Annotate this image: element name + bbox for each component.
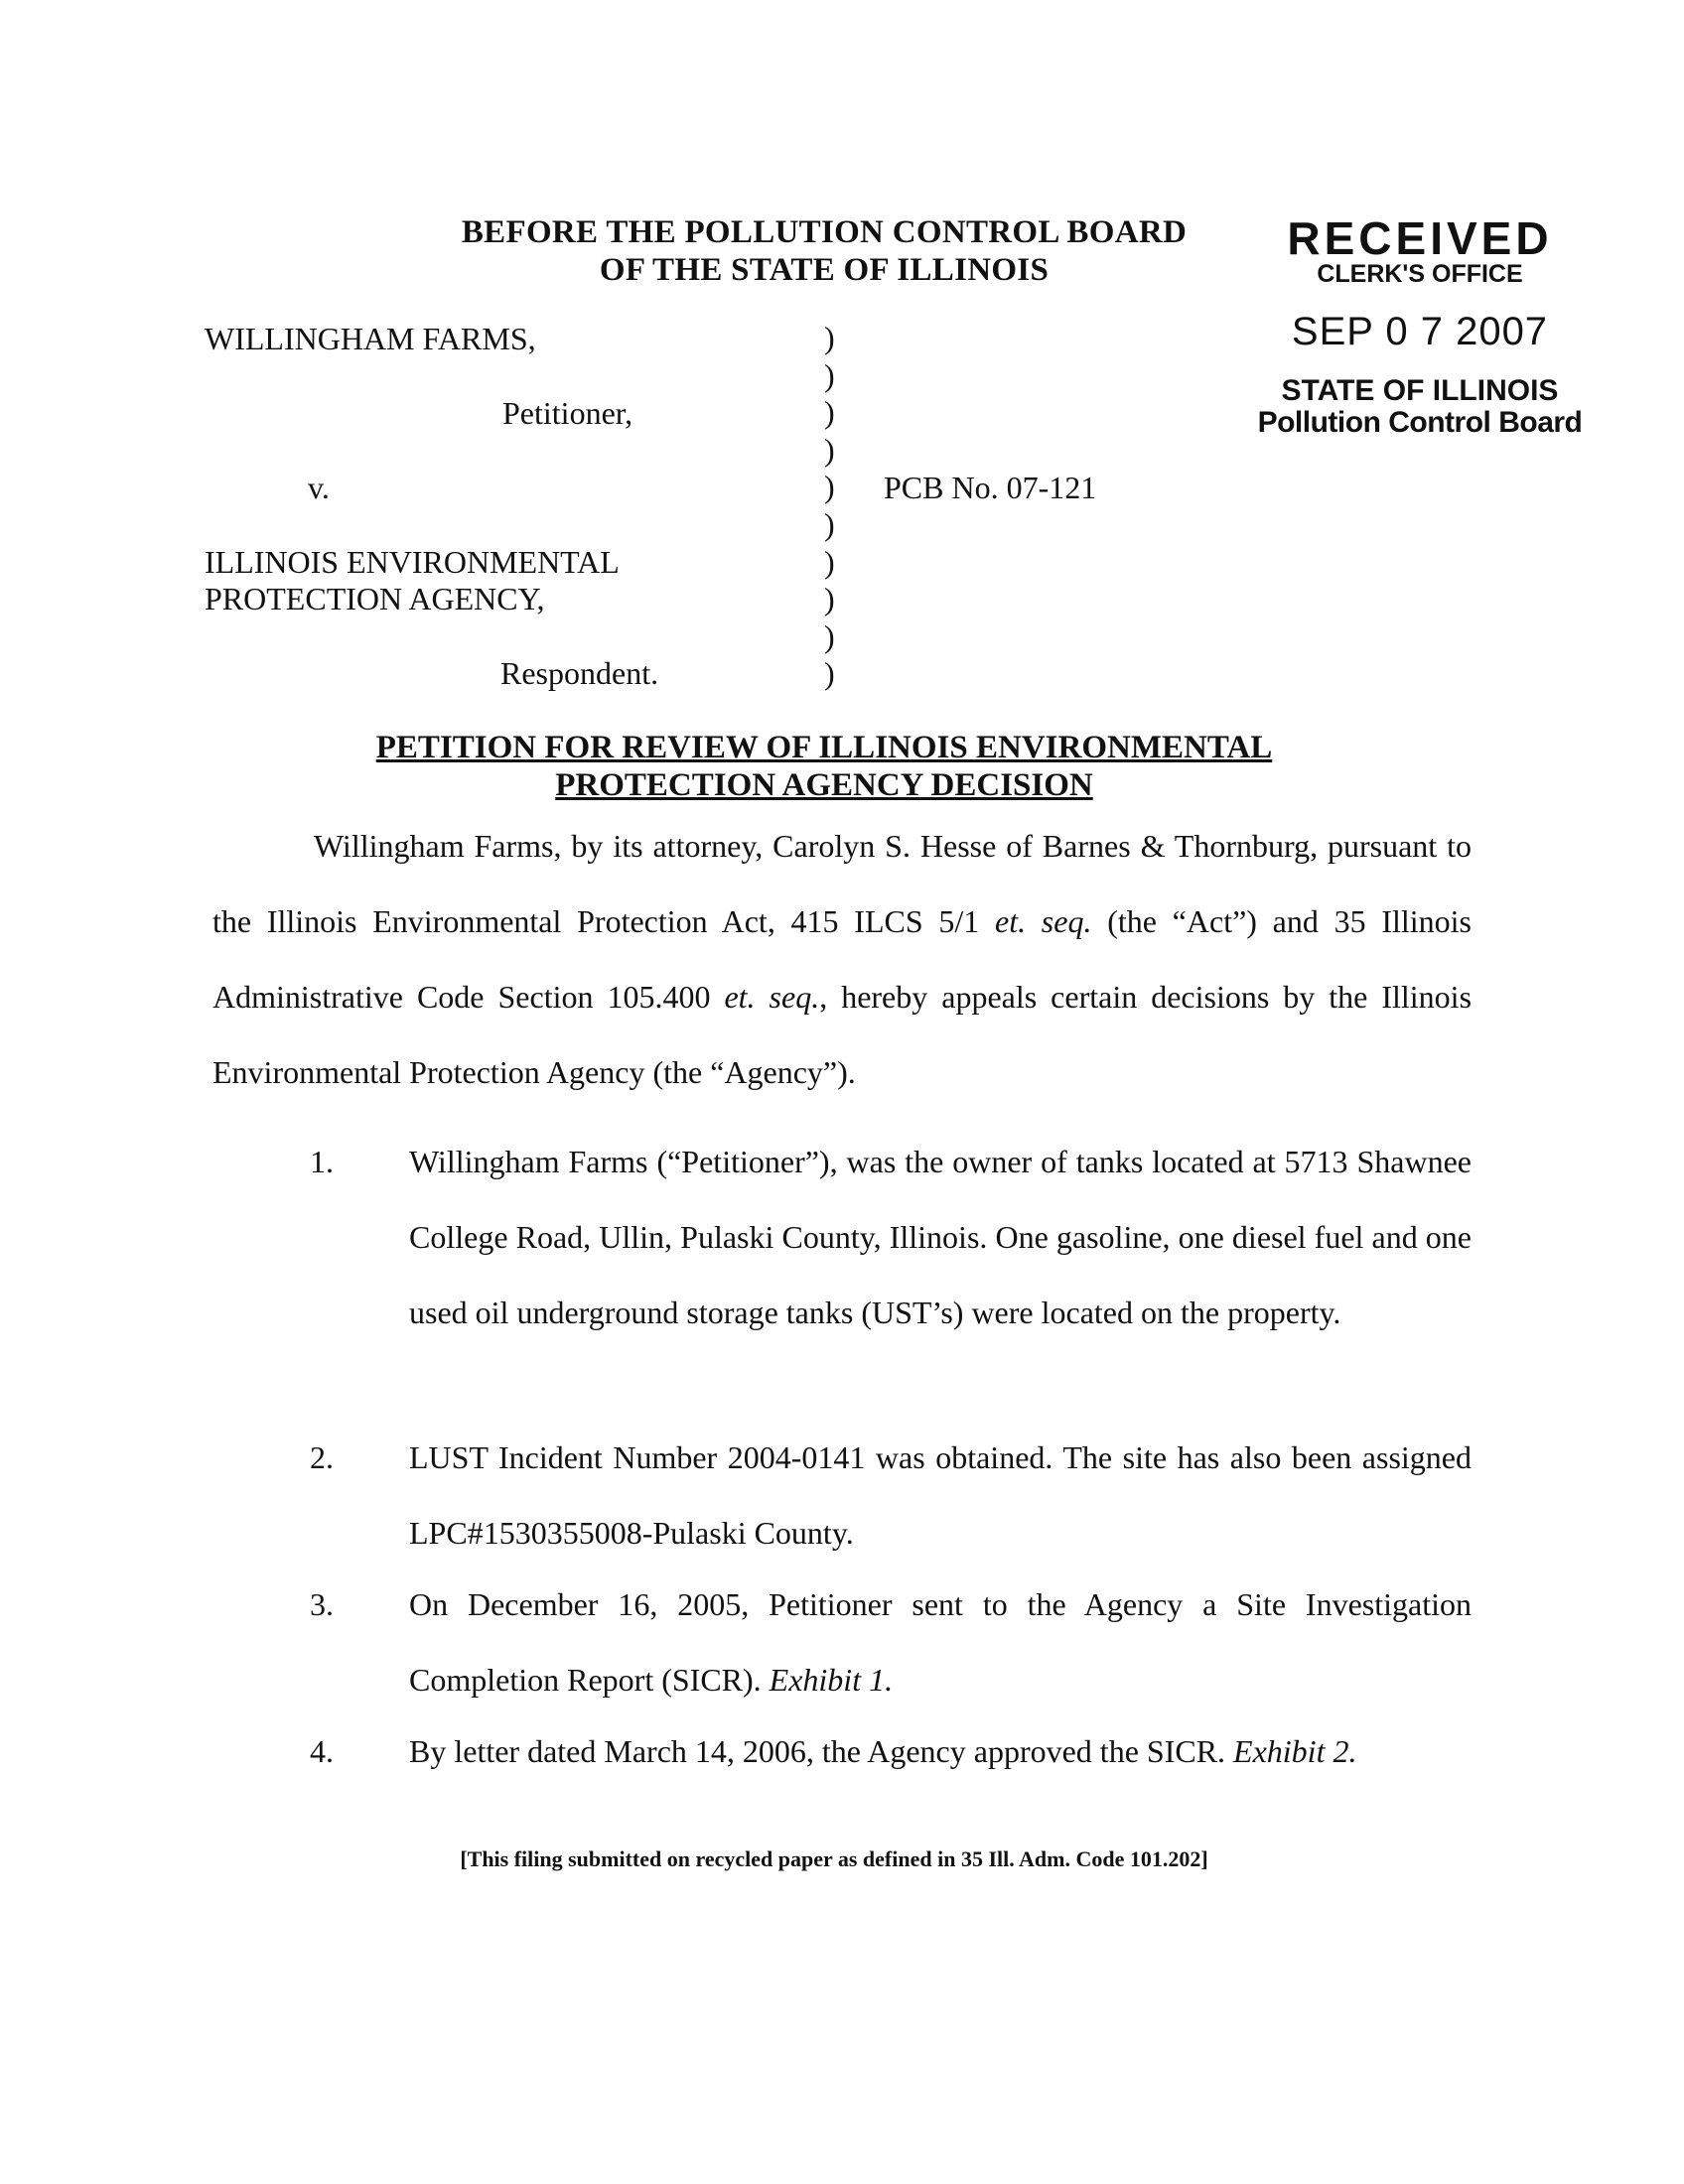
caption-paren: ) [824, 543, 835, 580]
intro-et-seq-1: et. seq. [994, 903, 1092, 939]
stamp-received: RECEIVED [1287, 212, 1553, 264]
caption-paren: ) [824, 505, 835, 542]
caption-paren: ) [824, 394, 835, 431]
intro-et-seq-2: et. seq. [724, 979, 820, 1015]
petition-heading [328, 729, 1321, 804]
caption-paren: ) [824, 581, 835, 617]
received-stamp [1231, 212, 1609, 439]
intro-text-part3: , hereby appeals certain decisions by the Illinois Environmental Protection Agency (the “Agency”). [212, 979, 1473, 1090]
stamp-clerk-office: CLERK'S OFFICE [1317, 260, 1523, 288]
caption-petitioner-name: WILLINGHAM FARMS, [205, 321, 536, 356]
caption-paren: ) [824, 356, 835, 393]
item-text: LUST Incident Number 2004-0141 was obtained. The site has also been assigned LPC#1530355008-Pulaski County. [409, 1439, 1472, 1551]
caption-parentheses [824, 320, 835, 693]
court-title-line2: OF THE STATE OF ILLINOIS [599, 252, 1050, 288]
caption-versus: v. [308, 470, 330, 505]
item-number: 3. [310, 1586, 334, 1622]
exhibit-reference: Exhibit 1. [769, 1662, 894, 1698]
exhibit-reference: Exhibit 2. [1233, 1733, 1357, 1769]
intro-paragraph [212, 808, 1472, 1110]
item-paragraph [409, 1713, 1472, 1789]
item-text: On December 16, 2005, Petitioner sent to the Agency a Site Investigation Completion Report (SICR). [409, 1586, 1472, 1698]
court-title [437, 213, 1211, 289]
petition-heading-line2: PROTECTION AGENCY DECISION [555, 767, 1093, 803]
stamp-board: Pollution Control Board [1257, 406, 1583, 439]
caption-petitioner-role: Petitioner, [502, 395, 633, 431]
caption-paren: ) [824, 469, 835, 505]
item-number: 1. [310, 1144, 334, 1179]
stamp-state: STATE OF ILLINOIS [1281, 374, 1559, 407]
caption-respondent-role: Respondent. [500, 655, 659, 691]
caption-respondent-line1: ILLINOIS ENVIRONMENTAL [205, 544, 620, 580]
item-number: 2. [310, 1439, 334, 1475]
caption-paren: ) [824, 655, 835, 692]
court-title-line1: BEFORE THE POLLUTION CONTROL BOARD [461, 214, 1188, 250]
recycled-paper-note: [This filing submitted on recycled paper as defined in 35 Ill. Adm. Code 101.202] [460, 1846, 1208, 1871]
item-text: Willingham Farms (“Petitioner”), was the owner of tanks located at 5713 Shawnee College Road, Ullin, Pulaski County, Illinois. One gasoline, one diesel fuel and one used oil underground storage tanks (UST’s) were located on the property. [409, 1144, 1472, 1330]
item-text: By letter dated March 14, 2006, the Agency approved the SICR. [409, 1733, 1234, 1769]
petition-heading-line1: PETITION FOR REVIEW OF ILLINOIS ENVIRONMENTAL [375, 730, 1273, 765]
item-number: 4. [310, 1733, 334, 1769]
intro-text-part1: Willingham Farms, by its attorney, Carolyn S. Hesse of Barnes & Thornburg, pursuant to the Illinois Environmental Protection Act, 415 ILCS 5/1 [212, 828, 1472, 939]
caption-respondent-line2: PROTECTION AGENCY, [205, 581, 545, 616]
caption-paren: ) [824, 431, 835, 468]
stamp-date: SEP 0 7 2007 [1291, 310, 1549, 353]
item-paragraph [409, 1567, 1472, 1717]
intro-text-part2: (the “Act”) and 35 Illinois Administrative Code Section 105.400 [212, 903, 1473, 1015]
caption-paren: ) [824, 320, 835, 355]
caption-paren: ) [824, 617, 835, 654]
case-number: PCB No. 07-121 [884, 470, 1097, 505]
